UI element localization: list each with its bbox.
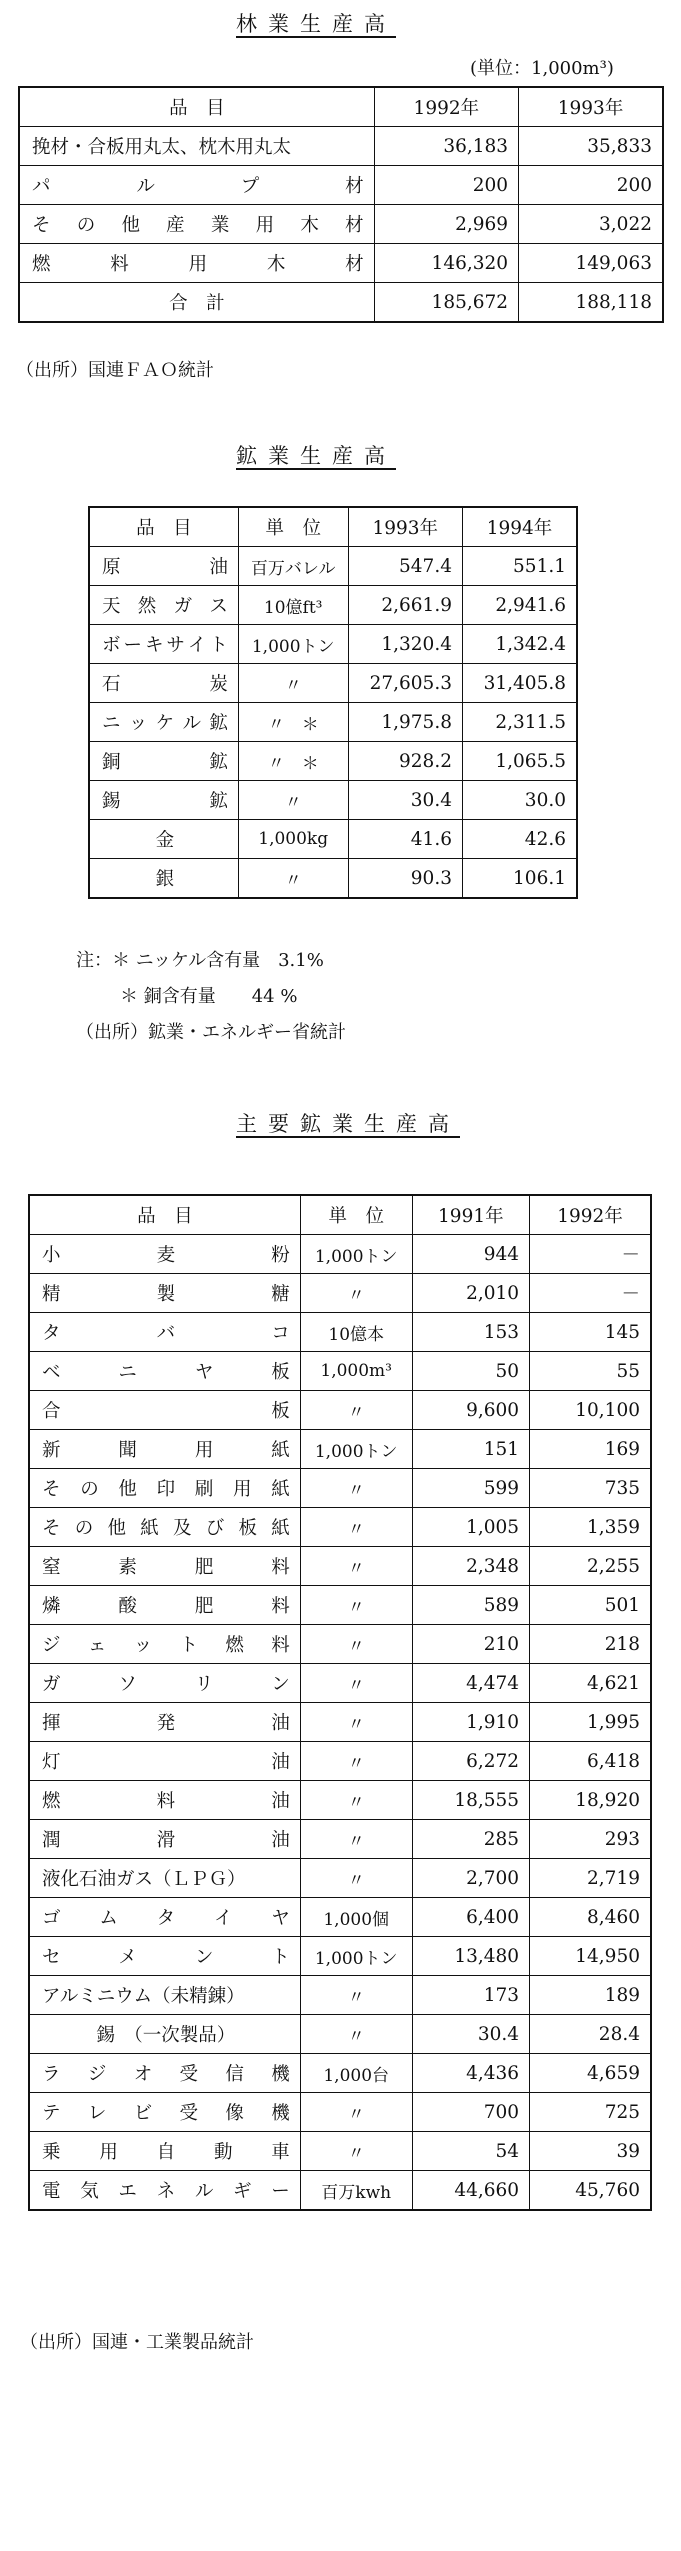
item-label: 挽材・合板用丸太、枕木用丸太	[32, 137, 292, 158]
unit-cell: 10億本	[300, 1313, 412, 1352]
table-row	[29, 1703, 651, 1742]
total-1992: 185,672	[374, 283, 518, 323]
header-1994: 1994年	[462, 507, 577, 547]
item-cell	[29, 1937, 300, 1976]
item-label: 燃 料 用 木 材	[32, 254, 364, 275]
item-label: そ の 他 産 業 用 木 材	[32, 215, 364, 236]
item-label: 小 麦 粉	[42, 1245, 290, 1266]
value-1992: 501	[530, 1586, 651, 1625]
value-1992: 8,460	[530, 1898, 651, 1937]
unit-cell: 〃	[300, 1703, 412, 1742]
value-1991: 599	[412, 1469, 529, 1508]
item-label: ジ ェ ッ ト 燃 料	[42, 1635, 290, 1656]
item-cell	[89, 742, 238, 781]
table-row	[89, 664, 577, 703]
value-1994: 106.1	[462, 859, 577, 899]
table-row	[89, 742, 577, 781]
item-cell	[89, 820, 238, 859]
value-1992: 2,969	[374, 205, 518, 244]
item-label: ゴ ム タ イ ヤ	[42, 1908, 290, 1929]
item-label: そ の 他 紙 及 び 板 紙	[42, 1518, 290, 1539]
value-1993: 3,022	[519, 205, 663, 244]
unit-cell: 〃	[300, 1469, 412, 1508]
table-row	[29, 1664, 651, 1703]
unit-cell: 〃	[300, 1547, 412, 1586]
item-label: 灯 油	[42, 1752, 290, 1773]
item-label: アルミニウム（未精錬）	[42, 1986, 245, 2007]
table-row	[89, 547, 577, 586]
header-unit: 単 位	[238, 507, 348, 547]
unit-cell: 〃	[300, 1781, 412, 1820]
item-cell	[89, 859, 238, 899]
unit-cell: 1,000個	[300, 1898, 412, 1937]
header-1992: 1992年	[530, 1195, 651, 1235]
item-label: 揮 発 油	[42, 1713, 290, 1734]
table-row	[89, 586, 577, 625]
item-cell	[29, 1625, 300, 1664]
value-1994: 551.1	[462, 547, 577, 586]
industry-table	[28, 1194, 652, 2211]
value-1992: －	[530, 1274, 651, 1313]
item-label: ベ ニ ヤ 板	[42, 1362, 290, 1383]
header-1993: 1993年	[348, 507, 462, 547]
header-1992: 1992年	[374, 87, 518, 127]
unit-cell: 1,000kg	[238, 820, 348, 859]
item-label: パ ル プ 材	[32, 176, 364, 197]
table-row	[29, 1235, 651, 1274]
item-label: そ の 他 印 刷 用 紙	[42, 1479, 290, 1500]
unit-cell: 〃	[238, 781, 348, 820]
mining-table	[88, 506, 578, 899]
table-row	[29, 1781, 651, 1820]
unit-cell: 〃	[300, 2015, 412, 2054]
mining-title: 鉱業生産高	[236, 444, 396, 468]
value-1991: 6,272	[412, 1742, 529, 1781]
value-1991: 151	[412, 1430, 529, 1469]
item-cell	[29, 1586, 300, 1625]
unit-cell: 1,000台	[300, 2054, 412, 2093]
item-cell	[19, 127, 374, 166]
item-label: ガ ソ リ ン	[42, 1674, 290, 1695]
value-1992: 735	[530, 1469, 651, 1508]
value-1991: 1,005	[412, 1508, 529, 1547]
item-label: 電 気 エ ネ ル ギ ー	[42, 2181, 290, 2202]
table-row	[19, 166, 663, 205]
unit-cell: 〃	[300, 2132, 412, 2171]
forestry-table	[18, 86, 664, 323]
value-1992: 4,621	[530, 1664, 651, 1703]
table-row	[29, 2054, 651, 2093]
unit-cell: 〃 ＊	[238, 703, 348, 742]
unit-cell: 〃	[300, 1664, 412, 1703]
header-item: 品 目	[89, 507, 238, 547]
value-1991: 210	[412, 1625, 529, 1664]
item-label: 銀	[155, 869, 175, 890]
value-1994: 30.0	[462, 781, 577, 820]
value-1992: 293	[530, 1820, 651, 1859]
value-1992: 4,659	[530, 2054, 651, 2093]
item-label: 燐 酸 肥 料	[42, 1596, 290, 1617]
item-cell	[29, 1469, 300, 1508]
item-cell	[89, 781, 238, 820]
item-cell	[89, 586, 238, 625]
item-label: 天 然 ガ ス	[102, 596, 228, 617]
unit-cell: 〃	[300, 1976, 412, 2015]
header-1993: 1993年	[519, 87, 663, 127]
value-1991: 54	[412, 2132, 529, 2171]
value-1992: 2,255	[530, 1547, 651, 1586]
table-row	[29, 1859, 651, 1898]
value-1991: 285	[412, 1820, 529, 1859]
item-cell	[29, 1664, 300, 1703]
value-1994: 2,941.6	[462, 586, 577, 625]
value-1992: 6,418	[530, 1742, 651, 1781]
item-cell	[29, 1235, 300, 1274]
value-1992: 1,359	[530, 1508, 651, 1547]
table-row	[29, 1820, 651, 1859]
item-cell	[29, 1547, 300, 1586]
unit-cell: 〃	[300, 1508, 412, 1547]
value-1991: 153	[412, 1313, 529, 1352]
table-row	[29, 1547, 651, 1586]
value-1992: 218	[530, 1625, 651, 1664]
unit-cell: 〃	[300, 1820, 412, 1859]
item-label: 金	[155, 830, 175, 851]
industry-source: （出所）国連・工業製品統計	[20, 2332, 254, 2353]
table-row	[29, 1313, 651, 1352]
table-row	[29, 1430, 651, 1469]
mining-source: （出所）鉱業・エネルギー省統計	[76, 1022, 346, 1043]
value-1991: 44,660	[412, 2171, 529, 2211]
table-row	[89, 820, 577, 859]
value-1992: 36,183	[374, 127, 518, 166]
value-1992: 18,920	[530, 1781, 651, 1820]
value-1991: 6,400	[412, 1898, 529, 1937]
value-1993: 27,605.3	[348, 664, 462, 703]
unit-cell: 〃	[300, 1586, 412, 1625]
unit-cell: 〃	[300, 1274, 412, 1313]
table-row	[29, 1469, 651, 1508]
table-row	[89, 781, 577, 820]
item-label: タ バ コ	[42, 1323, 290, 1344]
item-cell	[29, 2132, 300, 2171]
table-header-row	[89, 507, 577, 547]
unit-cell: 〃	[300, 1625, 412, 1664]
value-1994: 31,405.8	[462, 664, 577, 703]
table-row	[29, 1391, 651, 1430]
value-1992: 10,100	[530, 1391, 651, 1430]
item-cell	[29, 1313, 300, 1352]
item-cell	[29, 1781, 300, 1820]
table-row	[29, 1586, 651, 1625]
forestry-unit-note: (単位：1,000m³)	[470, 58, 614, 79]
item-label: 石 炭	[102, 674, 228, 695]
item-cell	[89, 625, 238, 664]
value-1993: 928.2	[348, 742, 462, 781]
total-row	[19, 283, 663, 323]
item-cell	[29, 1859, 300, 1898]
forestry-source: （出所）国連ＦＡＯ統計	[16, 360, 214, 381]
item-label: ボ ー キ サ イ ト	[102, 635, 228, 656]
value-1994: 1,342.4	[462, 625, 577, 664]
item-cell	[29, 1352, 300, 1391]
value-1992: 145	[530, 1313, 651, 1352]
table-row	[29, 2171, 651, 2211]
value-1992: 55	[530, 1352, 651, 1391]
item-cell	[19, 166, 374, 205]
item-label: 液化石油ガス（ＬＰＧ）	[42, 1869, 246, 1890]
table-row	[19, 244, 663, 283]
item-cell	[29, 1976, 300, 2015]
item-cell	[89, 664, 238, 703]
unit-cell: 〃	[300, 1391, 412, 1430]
item-cell	[29, 1391, 300, 1430]
value-1991: 4,436	[412, 2054, 529, 2093]
value-1993: 2,661.9	[348, 586, 462, 625]
table-header-row	[29, 1195, 651, 1235]
table-row	[89, 859, 577, 899]
item-cell	[29, 1274, 300, 1313]
table-row	[89, 703, 577, 742]
table-row	[19, 205, 663, 244]
value-1994: 2,311.5	[462, 703, 577, 742]
value-1993: 35,833	[519, 127, 663, 166]
value-1991: 4,474	[412, 1664, 529, 1703]
value-1991: 944	[412, 1235, 529, 1274]
item-cell	[19, 244, 374, 283]
value-1992: 45,760	[530, 2171, 651, 2211]
value-1991: 700	[412, 2093, 529, 2132]
table-row	[89, 625, 577, 664]
value-1993: 149,063	[519, 244, 663, 283]
value-1992: 200	[374, 166, 518, 205]
forestry-title: 林業生産高	[236, 12, 396, 36]
item-cell	[29, 1430, 300, 1469]
item-label: ラ ジ オ 受 信 機	[42, 2064, 290, 2085]
item-label: 錫 （一次製品）	[96, 2025, 236, 2046]
item-label: セ メ ン ト	[42, 1947, 290, 1968]
item-label: 新 聞 用 紙	[42, 1440, 290, 1461]
item-cell	[19, 205, 374, 244]
unit-cell: 〃	[300, 2093, 412, 2132]
value-1993: 1,975.8	[348, 703, 462, 742]
item-label: 合 板	[42, 1401, 290, 1422]
value-1991: 173	[412, 1976, 529, 2015]
item-label: 潤 滑 油	[42, 1830, 290, 1851]
table-row	[29, 1937, 651, 1976]
item-label: 窒 素 肥 料	[42, 1557, 290, 1578]
item-cell	[29, 2054, 300, 2093]
value-1992: 14,950	[530, 1937, 651, 1976]
value-1991: 2,700	[412, 1859, 529, 1898]
value-1992: 2,719	[530, 1859, 651, 1898]
value-1991: 13,480	[412, 1937, 529, 1976]
item-label: ニ ッ ケ ル 鉱	[102, 713, 228, 734]
value-1991: 50	[412, 1352, 529, 1391]
value-1993: 1,320.4	[348, 625, 462, 664]
item-label: テ レ ビ 受 像 機	[42, 2103, 290, 2124]
value-1993: 30.4	[348, 781, 462, 820]
unit-cell: 〃	[300, 1859, 412, 1898]
table-row	[29, 1352, 651, 1391]
table-row	[19, 127, 663, 166]
header-unit: 単 位	[300, 1195, 412, 1235]
value-1992: 189	[530, 1976, 651, 2015]
item-cell	[29, 2015, 300, 2054]
value-1991: 2,010	[412, 1274, 529, 1313]
item-cell	[89, 547, 238, 586]
table-row	[29, 1976, 651, 2015]
unit-cell: 〃	[300, 1742, 412, 1781]
value-1991: 18,555	[412, 1781, 529, 1820]
item-cell	[29, 1703, 300, 1742]
unit-cell: 百万バレル	[238, 547, 348, 586]
total-label: 合 計	[19, 283, 374, 323]
value-1992: 39	[530, 2132, 651, 2171]
value-1993: 41.6	[348, 820, 462, 859]
value-1991: 1,910	[412, 1703, 529, 1742]
value-1991: 9,600	[412, 1391, 529, 1430]
value-1993: 200	[519, 166, 663, 205]
table-row	[29, 1625, 651, 1664]
table-row	[29, 2015, 651, 2054]
value-1992: 28.4	[530, 2015, 651, 2054]
item-label: 銅 鉱	[102, 752, 228, 773]
value-1992: －	[530, 1235, 651, 1274]
item-cell	[29, 1898, 300, 1937]
item-cell	[29, 2171, 300, 2211]
value-1994: 1,065.5	[462, 742, 577, 781]
table-row	[29, 1898, 651, 1937]
item-cell	[29, 1742, 300, 1781]
unit-cell: 〃	[238, 859, 348, 899]
table-row	[29, 1508, 651, 1547]
table-row	[29, 1742, 651, 1781]
item-label: 錫 鉱	[102, 791, 228, 812]
value-1991: 30.4	[412, 2015, 529, 2054]
item-label: 精 製 糖	[42, 1284, 290, 1305]
mining-note-copper: ＊ 銅含有量 44 %	[120, 986, 298, 1007]
value-1991: 589	[412, 1586, 529, 1625]
unit-cell: 1,000m³	[300, 1352, 412, 1391]
item-cell	[29, 1508, 300, 1547]
table-row	[29, 2132, 651, 2171]
item-label: 燃 料 油	[42, 1791, 290, 1812]
header-item: 品 目	[19, 87, 374, 127]
mining-note-nickel: 注：＊ ニッケル含有量 3.1%	[76, 950, 324, 971]
table-row	[29, 2093, 651, 2132]
value-1992: 725	[530, 2093, 651, 2132]
item-cell	[89, 703, 238, 742]
value-1994: 42.6	[462, 820, 577, 859]
header-1991: 1991年	[412, 1195, 529, 1235]
header-item: 品 目	[29, 1195, 300, 1235]
table-header-row	[19, 87, 663, 127]
item-label: 原 油	[102, 557, 228, 578]
unit-cell: 1,000トン	[238, 625, 348, 664]
value-1992: 146,320	[374, 244, 518, 283]
item-cell	[29, 1820, 300, 1859]
unit-cell: 10億ft³	[238, 586, 348, 625]
industry-title: 主要鉱業生産高	[236, 1112, 460, 1136]
unit-cell: 1,000トン	[300, 1235, 412, 1274]
value-1993: 547.4	[348, 547, 462, 586]
value-1992: 169	[530, 1430, 651, 1469]
value-1992: 1,995	[530, 1703, 651, 1742]
item-label: 乗 用 自 動 車	[42, 2142, 290, 2163]
value-1991: 2,348	[412, 1547, 529, 1586]
item-cell	[29, 2093, 300, 2132]
value-1993: 90.3	[348, 859, 462, 899]
unit-cell: 〃 ＊	[238, 742, 348, 781]
total-1993: 188,118	[519, 283, 663, 323]
table-row	[29, 1274, 651, 1313]
unit-cell: 1,000トン	[300, 1937, 412, 1976]
unit-cell: 百万kwh	[300, 2171, 412, 2211]
unit-cell: 1,000トン	[300, 1430, 412, 1469]
unit-cell: 〃	[238, 664, 348, 703]
